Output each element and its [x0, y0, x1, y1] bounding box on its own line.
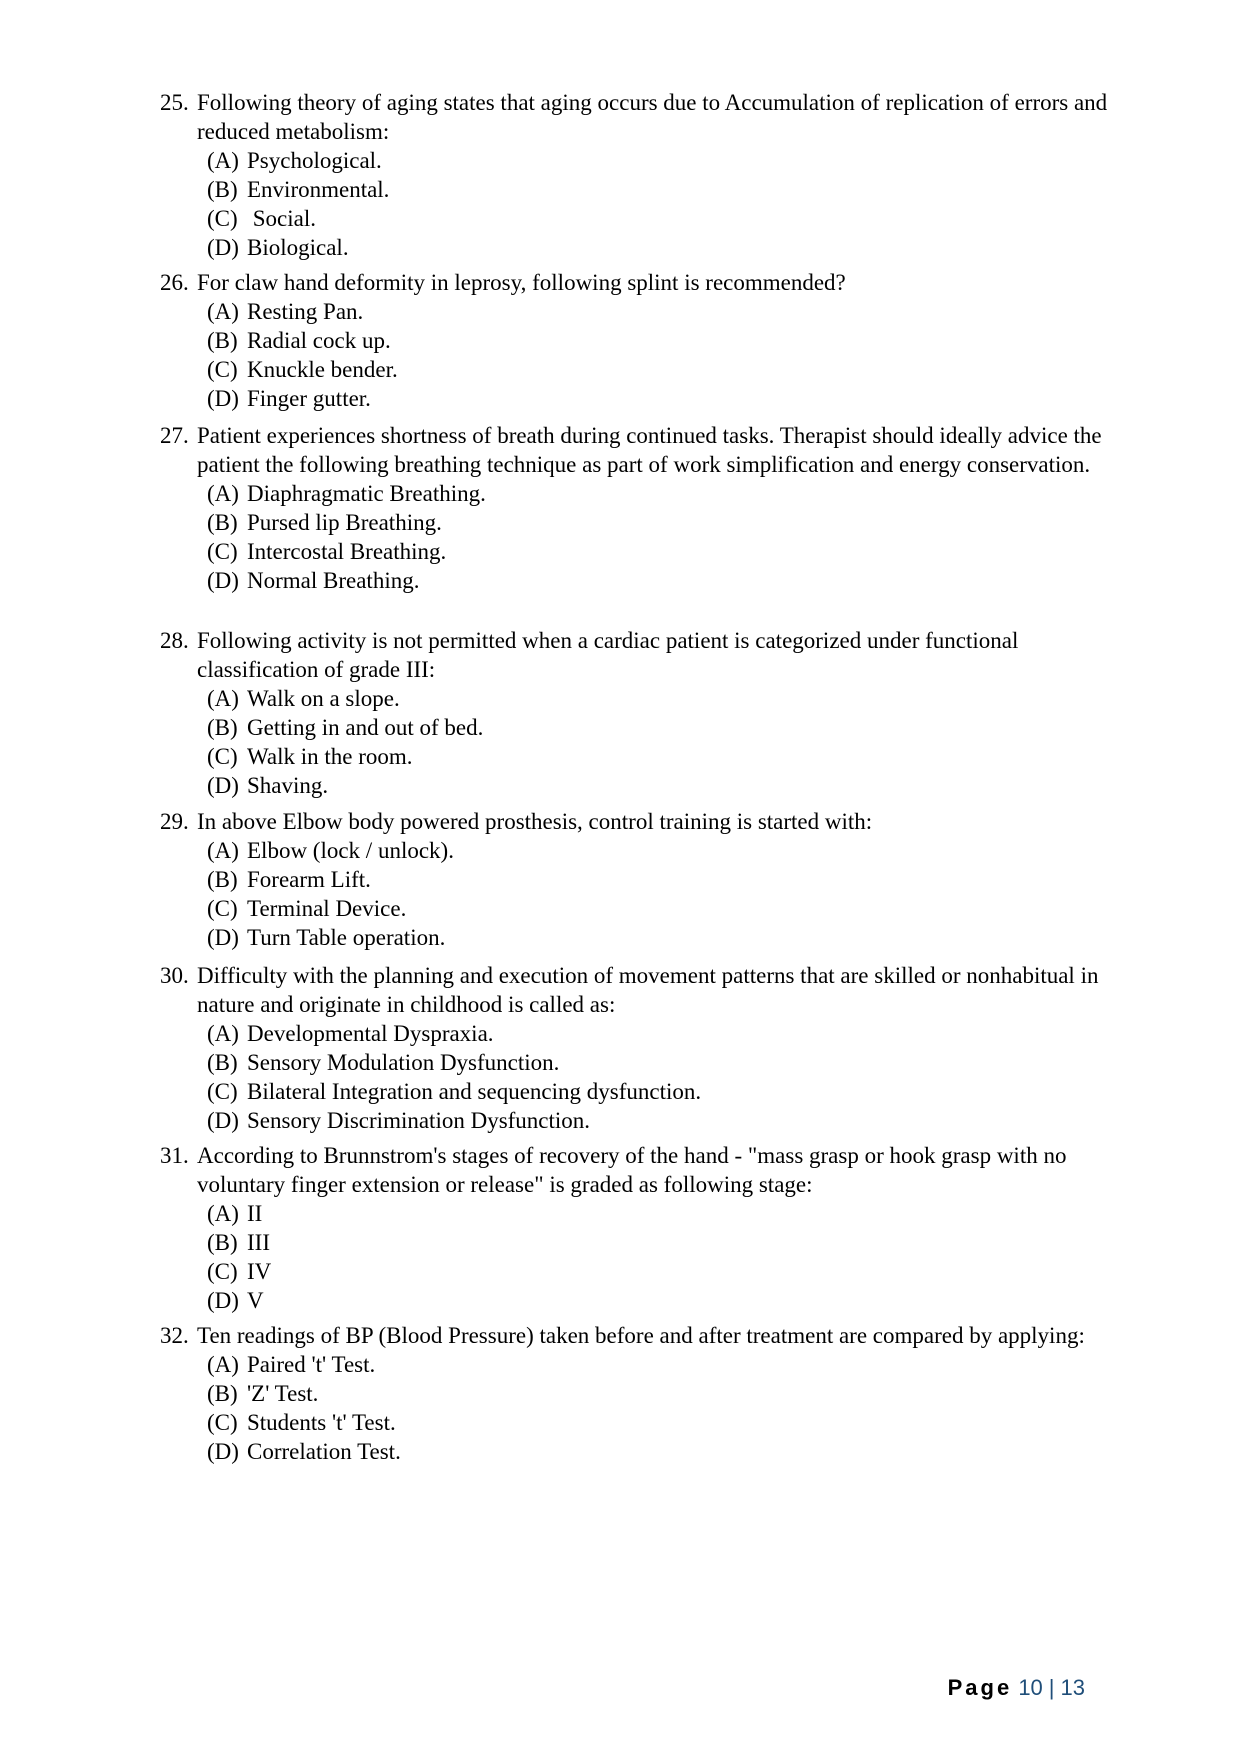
option-d — [207, 1437, 1120, 1466]
option-d — [207, 1286, 1120, 1315]
option-c — [207, 894, 1120, 923]
option-text: Social. — [247, 206, 316, 231]
option-b — [207, 508, 1120, 537]
option-letter: (C) — [207, 896, 238, 921]
option-text: Walk on a slope. — [247, 686, 400, 711]
question-text: Ten readings of BP (Blood Pressure) taken before and after treatment are compared by applying: — [197, 1323, 1085, 1348]
question-text: Following activity is not permitted when a cardiac patient is categorized under functional classification of grade III: — [197, 628, 1019, 682]
option-text: Shaving. — [247, 773, 329, 798]
option-letter: (B) — [207, 867, 238, 892]
question-number: 29. — [160, 809, 189, 834]
question-25 — [160, 88, 1120, 262]
option-letter: (C) — [207, 744, 238, 769]
option-a — [207, 836, 1120, 865]
option-letter: (C) — [207, 357, 238, 382]
option-b — [207, 326, 1120, 355]
option-letter: (B) — [207, 1050, 238, 1075]
option-b — [207, 1228, 1120, 1257]
option-b — [207, 1048, 1120, 1077]
option-a — [207, 297, 1120, 326]
option-b — [207, 175, 1120, 204]
option-letter: (D) — [207, 773, 239, 798]
option-letter: (A) — [207, 1021, 239, 1046]
option-c — [207, 742, 1120, 771]
option-text: Walk in the room. — [247, 744, 413, 769]
question-27 — [160, 421, 1120, 595]
option-text: Environmental. — [247, 177, 390, 202]
option-text: Turn Table operation. — [247, 925, 446, 950]
page-label: Page — [947, 1675, 1013, 1700]
option-a — [207, 1199, 1120, 1228]
option-letter: (D) — [207, 1108, 239, 1133]
option-letter: (A) — [207, 481, 239, 506]
option-text: Correlation Test. — [247, 1439, 401, 1464]
option-text: II — [247, 1201, 263, 1226]
question-number: 30. — [160, 963, 189, 988]
option-text: Diaphragmatic Breathing. — [247, 481, 486, 506]
option-a — [207, 479, 1120, 508]
question-number: 26. — [160, 270, 189, 295]
option-a — [207, 1350, 1120, 1379]
option-letter: (C) — [207, 1079, 238, 1104]
option-letter: (A) — [207, 1201, 239, 1226]
option-letter: (C) — [207, 1259, 238, 1284]
question-text: For claw hand deformity in leprosy, following splint is recommended? — [197, 270, 846, 295]
option-text: Biological. — [247, 235, 349, 260]
option-letter: (B) — [207, 1230, 238, 1255]
option-letter: (D) — [207, 386, 239, 411]
page-footer — [948, 1675, 1085, 1701]
option-letter: (B) — [207, 328, 238, 353]
question-26 — [160, 268, 1120, 413]
option-c — [207, 1408, 1120, 1437]
question-number: 25. — [160, 90, 189, 115]
option-list — [207, 684, 1120, 800]
option-d — [207, 233, 1120, 262]
option-a — [207, 684, 1120, 713]
option-letter: (D) — [207, 1439, 239, 1464]
option-list — [207, 1350, 1120, 1466]
option-letter: (C) — [207, 539, 238, 564]
option-text: Getting in and out of bed. — [247, 715, 484, 740]
question-30 — [160, 961, 1120, 1135]
question-number: 27. — [160, 423, 189, 448]
option-text: IV — [247, 1259, 272, 1284]
option-letter: (D) — [207, 925, 239, 950]
option-d — [207, 1106, 1120, 1135]
option-b — [207, 713, 1120, 742]
option-text: Paired 't' Test. — [247, 1352, 376, 1377]
option-c — [207, 355, 1120, 384]
current-page-number: 10 — [1018, 1675, 1043, 1700]
option-text: V — [247, 1288, 264, 1313]
option-letter: (A) — [207, 299, 239, 324]
option-text: 'Z' Test. — [247, 1381, 319, 1406]
option-c — [207, 204, 1120, 233]
option-list — [207, 146, 1120, 262]
option-c — [207, 537, 1120, 566]
option-text: Finger gutter. — [247, 386, 371, 411]
question-number: 32. — [160, 1323, 189, 1348]
option-text: Elbow (lock / unlock). — [247, 838, 454, 863]
option-text: Pursed lip Breathing. — [247, 510, 442, 535]
option-letter: (B) — [207, 177, 238, 202]
page-separator: | — [1048, 1675, 1055, 1700]
option-text: Terminal Device. — [247, 896, 407, 921]
option-c — [207, 1077, 1120, 1106]
option-text: Bilateral Integration and sequencing dysfunction. — [247, 1079, 702, 1104]
option-text: Radial cock up. — [247, 328, 391, 353]
option-letter: (A) — [207, 1352, 239, 1377]
option-text: Sensory Modulation Dysfunction. — [247, 1050, 560, 1075]
option-text: Psychological. — [247, 148, 382, 173]
option-text: Sensory Discrimination Dysfunction. — [247, 1108, 591, 1133]
option-b — [207, 1379, 1120, 1408]
question-31 — [160, 1141, 1120, 1315]
option-letter: (C) — [207, 206, 238, 231]
option-list — [207, 1019, 1120, 1135]
option-a — [207, 1019, 1120, 1048]
question-number: 31. — [160, 1143, 189, 1168]
option-letter: (A) — [207, 686, 239, 711]
option-text: Forearm Lift. — [247, 867, 371, 892]
option-b — [207, 865, 1120, 894]
option-letter: (B) — [207, 1381, 238, 1406]
question-28 — [160, 626, 1120, 800]
option-text: Knuckle bender. — [247, 357, 398, 382]
question-text: In above Elbow body powered prosthesis, control training is started with: — [197, 809, 873, 834]
option-list — [207, 836, 1120, 952]
option-letter: (D) — [207, 235, 239, 260]
question-text: Difficulty with the planning and execution of movement patterns that are skilled or nonhabitual in nature and originate in childhood is called as: — [197, 963, 1099, 1017]
option-text: Developmental Dyspraxia. — [247, 1021, 494, 1046]
option-letter: (D) — [207, 568, 239, 593]
option-d — [207, 384, 1120, 413]
option-text: Normal Breathing. — [247, 568, 420, 593]
option-d — [207, 923, 1120, 952]
question-number: 28. — [160, 628, 189, 653]
option-list — [207, 1199, 1120, 1315]
total-pages-number: 13 — [1060, 1675, 1085, 1700]
question-29 — [160, 807, 1120, 952]
option-list — [207, 479, 1120, 595]
option-letter: (B) — [207, 510, 238, 535]
option-list — [207, 297, 1120, 413]
question-text: Following theory of aging states that aging occurs due to Accumulation of replication of errors and reduced metabolism: — [197, 90, 1108, 144]
option-letter: (A) — [207, 838, 239, 863]
option-c — [207, 1257, 1120, 1286]
option-d — [207, 771, 1120, 800]
option-a — [207, 146, 1120, 175]
option-text: III — [247, 1230, 270, 1255]
option-letter: (A) — [207, 148, 239, 173]
question-text: According to Brunnstrom's stages of recovery of the hand - "mass grasp or hook grasp with no voluntary finger extension or release" is graded as following stage: — [197, 1143, 1067, 1197]
option-letter: (B) — [207, 715, 238, 740]
option-text: Resting Pan. — [247, 299, 364, 324]
option-letter: (C) — [207, 1410, 238, 1435]
option-text: Intercostal Breathing. — [247, 539, 447, 564]
question-32 — [160, 1321, 1120, 1466]
option-d — [207, 566, 1120, 595]
option-letter: (D) — [207, 1288, 239, 1313]
option-text: Students 't' Test. — [247, 1410, 396, 1435]
question-text: Patient experiences shortness of breath during continued tasks. Therapist should ideally advice the patient the following breathing technique as part of work simplification and energy conservation. — [197, 423, 1102, 477]
